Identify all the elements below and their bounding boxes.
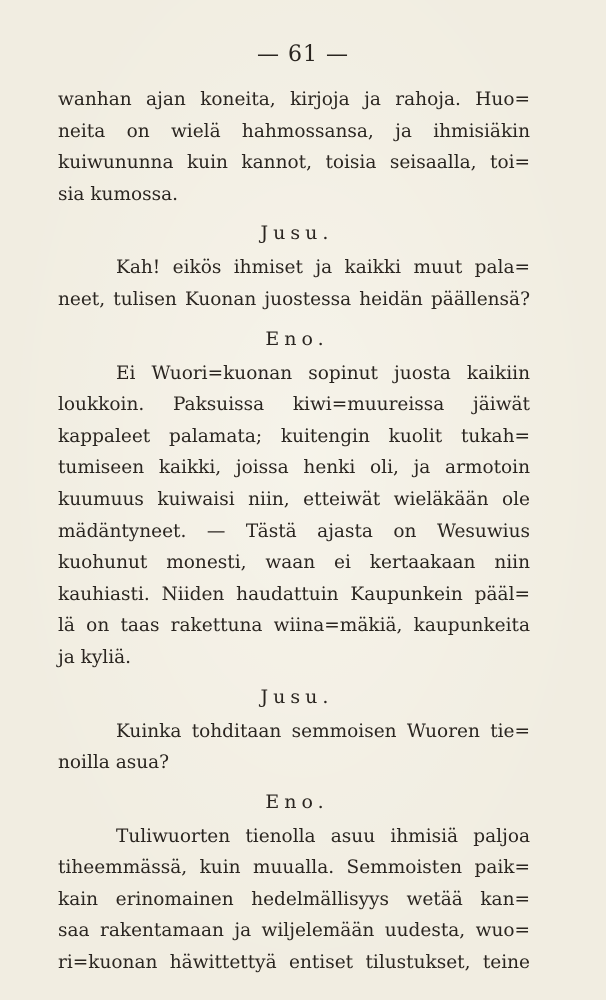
text-line: wanhan ajan koneita, kirjoja ja rahoja. Huo= (58, 89, 530, 110)
text-line: saa rakentamaan ja wiljelemään uudesta, wuo= (58, 920, 530, 942)
paragraph (58, 821, 530, 979)
text-line: kauhiasti. Niiden haudattuin Kaupunkein pääl= (58, 583, 530, 605)
text-line: kuohunut monesti, waan ei kertaakaan niin (58, 552, 530, 574)
text-line: Kuinka tohditaan semmoisen Wuoren tie= (116, 720, 530, 742)
text-line: kain erinomainen hedelmällisyys wetää kan= (58, 888, 530, 910)
speaker-heading: Jusu. (260, 685, 334, 708)
paragraph (58, 716, 530, 779)
text-line: mädäntyneet. — Tästä ajasta on Wesuwius (58, 520, 530, 542)
text-line: noilla asua? (58, 752, 170, 774)
speaker-heading: Eno. (265, 790, 329, 813)
text-line: neet, tulisen Kuonan juostessa heidän päällensä? (58, 288, 530, 310)
page-number: — 61 — (257, 42, 349, 67)
paragraph (58, 358, 530, 674)
text-line: kuumuus kuiwaisi niin, etteiwät wieläkään ole (58, 488, 530, 510)
text-line: kuiwununna kuin kannot, toisia seisaalla, toi= (58, 152, 530, 174)
text-line: Tuliwuorten tienolla asuu ihmisiä paljoa (116, 825, 530, 847)
paragraph (58, 84, 530, 210)
paragraph (58, 252, 530, 315)
text-line: neita on wielä hahmossansa, ja ihmisiäkin (58, 120, 530, 142)
text-line: ja kyliä. (58, 646, 132, 668)
text-line: tiheemmässä, kuin muualla. Semmoisten paik= (58, 857, 530, 879)
speaker-heading: Jusu. (260, 222, 334, 245)
text-line: lä on taas rakettuna wiina=mäkiä, kaupunkeita (58, 615, 530, 637)
text-line: loukkoin. Paksuissa kiwi=muureissa jäiwät (58, 394, 530, 416)
text-line: sia kumossa. (58, 183, 179, 205)
text-line: Kah! eikös ihmiset ja kaikki muut pala= (116, 257, 530, 279)
text-line: tumiseen kaikki, joissa henki oli, ja armotoin (58, 457, 530, 479)
speaker-heading: Eno. (265, 327, 329, 350)
page-body (58, 84, 530, 979)
text-line: ri=kuonan häwittettyä entiset tilustukset, teine (58, 952, 530, 974)
text-line: Ei Wuori=kuonan sopinut juosta kaikiin (116, 362, 530, 384)
text-line: kappaleet palamata; kuitengin kuolit tukah= (58, 425, 530, 447)
